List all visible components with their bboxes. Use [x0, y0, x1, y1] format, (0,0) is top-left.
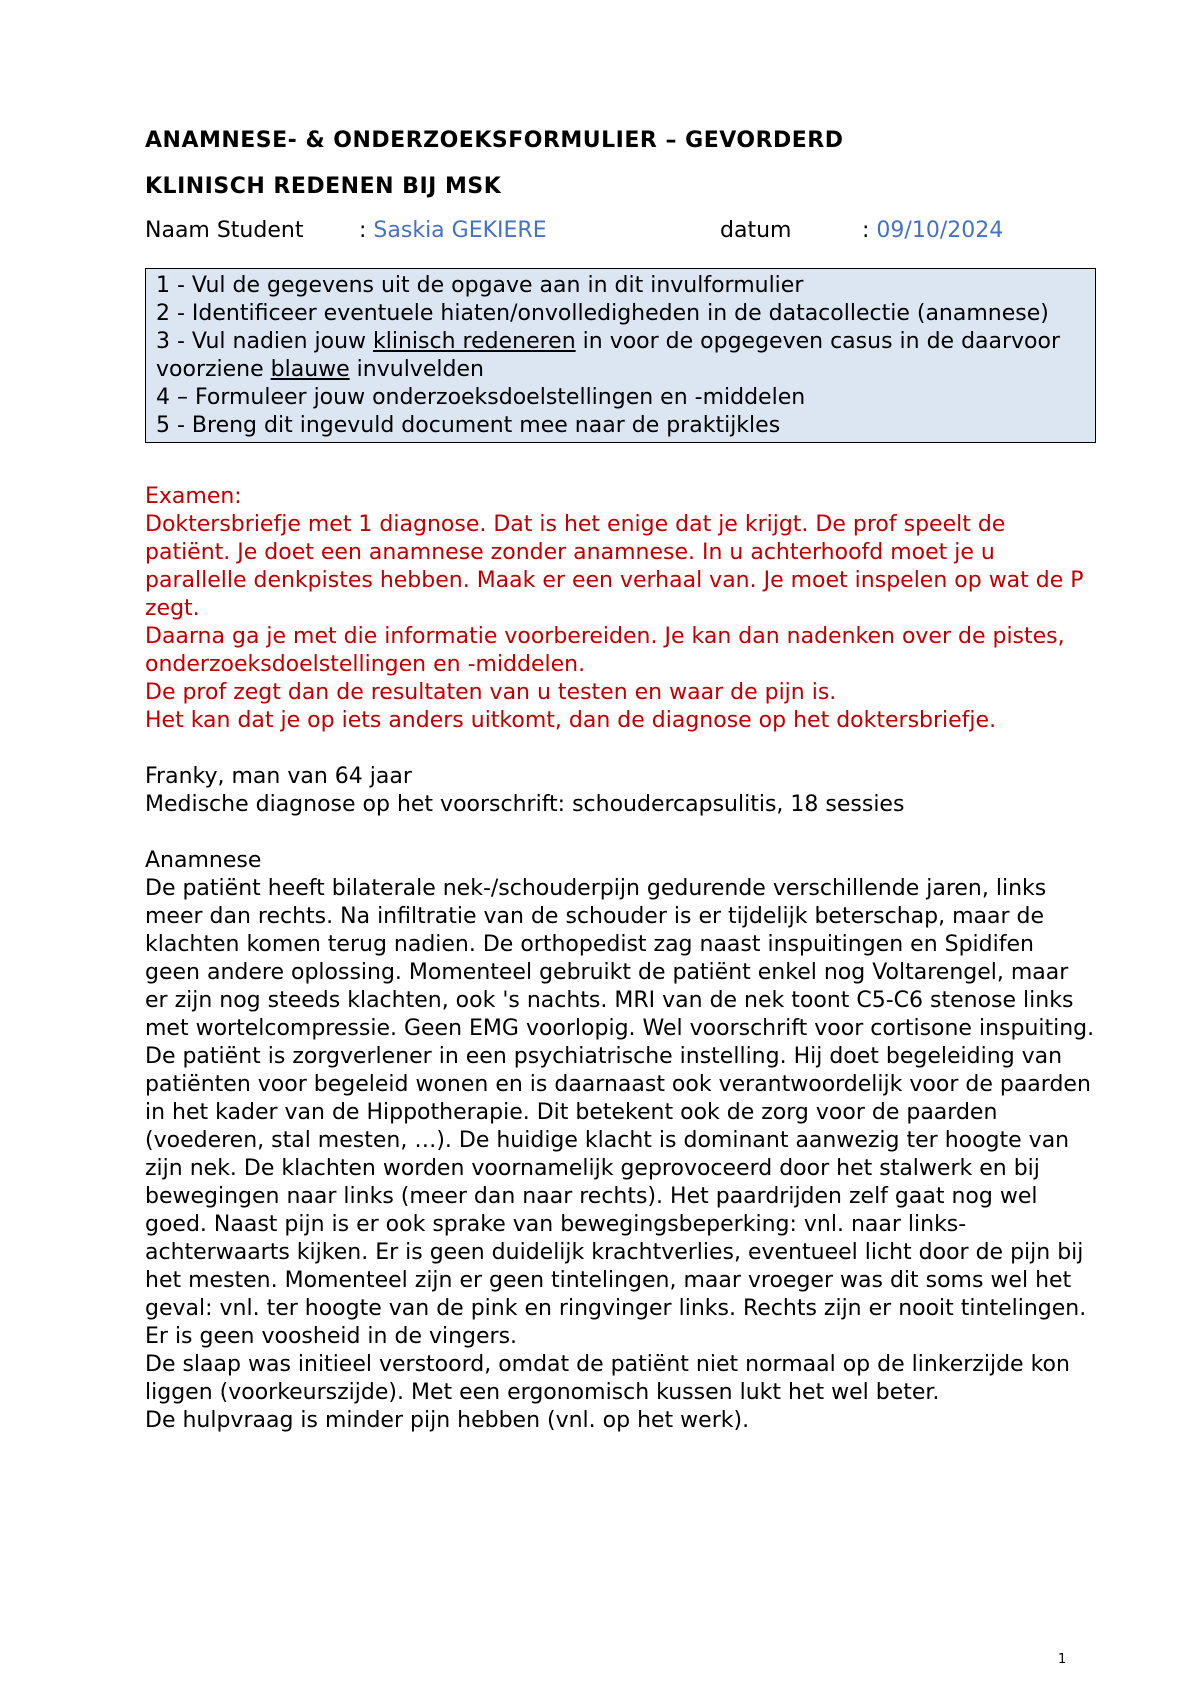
exam-paragraph: Het kan dat je op iets anders uitkomt, dan de diagnose op het doktersbriefje.	[145, 708, 997, 733]
document-page	[145, 128, 1095, 1435]
exam-paragraph: De prof zegt dan de resultaten van u testen en waar de pijn is.	[145, 680, 837, 705]
student-label: Naam Student	[145, 218, 304, 243]
instruction-item-3-pre: 3 - Vul nadien jouw	[156, 329, 374, 354]
anamnese-paragraph: De patiënt heeft bilaterale nek-/schouderpijn gedurende verschillende jaren, links meer dan rechts. Na infiltratie van de schouder is er tijdelijk beterschap, maar de klachten komen terug nadien. De orthopedist zag naast inspuitingen en Spidifen geen andere oplossing. Momenteel gebruikt de patiënt enkel nog Voltarengel, maar er zijn nog steeds klachten, ook 's nachts. MRI van de nek toont C5-C6 stenose links met wortelcompressie. Geen EMG voorlopig. Wel voorschrift voor cortisone inspuiting. De patiënt is zorgverlener in een psychiatrische instelling. Hij doet begeleiding van patiënten voor begeleid wonen en is daarnaast ook verantwoordelijk voor de paarden in het kader van de Hippotherapie. Dit betekent ook de zorg voor de paarden (voederen, stal mesten, …). De huidige klacht is dominant aanwezig ter hoogte van zijn nek. De klachten worden voornamelijk geprovoceerd door het stalwerk en bij bewegingen naar links (meer dan naar rechts). Het paardrijden zelf gaat nog wel goed. Naast pijn is er ook sprake van bewegingsbeperking: vnl. naar links-achterwaarts kijken. Er is geen duidelijk krachtverlies, eventueel licht door de pijn bij het mesten. Momenteel zijn er geen tintelingen, maar vroeger was dit soms wel het geval: vnl. ter hoogte van de pink en ringvinger links. Rechts zijn er nooit tintelingen. Er is geen voosheid in de vingers.	[145, 876, 1095, 1349]
document-title: ANAMNESE- & ONDERZOEKSFORMULIER – GEVORDERD	[145, 128, 844, 153]
medical-diagnosis: Medische diagnose op het voorschrift: schoudercapsulitis, 18 sessies	[145, 792, 905, 817]
anamnese-section	[145, 847, 1095, 1435]
instruction-item-2: 2 - Identificeer eventuele hiaten/onvolledigheden in de datacollectie (anamnese)	[156, 301, 1049, 326]
page-number: 1	[1058, 1652, 1067, 1667]
instruction-item-3-post: invulvelden	[349, 357, 484, 382]
instruction-item-5: 5 - Breng dit ingevuld document mee naar de praktijkles	[156, 413, 781, 438]
exam-paragraph: Daarna ga je met die informatie voorbereiden. Je kan dan nadenken over de pistes, onderzoeksdoelstellingen en -middelen.	[145, 624, 1065, 677]
exam-paragraph: Doktersbriefje met 1 diagnose. Dat is het enige dat je krijgt. De prof speelt de patiënt. Je doet een anamnese zonder anamnese. In u achterhoofd moet je u parallelle denkpistes hebben. Maak er een verhaal van. Je moet inspelen op wat de P zegt.	[145, 512, 1084, 621]
exam-notes	[145, 483, 1095, 735]
student-colon: :	[359, 218, 367, 243]
date-field	[862, 216, 1003, 246]
date-value: 09/10/2024	[876, 218, 1004, 243]
patient-description: Franky, man van 64 jaar	[145, 764, 412, 789]
instruction-item-4: 4 – Formuleer jouw onderzoeksdoelstellingen en -middelen	[156, 385, 806, 410]
student-name-value: Saskia GEKIERE	[373, 218, 547, 243]
anamnese-paragraph: De slaap was initieel verstoord, omdat de patiënt niet normaal op de linkerzijde kon liggen (voorkeurszijde). Met een ergonomisch kussen lukt het wel beter.	[145, 1352, 1070, 1405]
date-label: datum	[720, 218, 792, 243]
instructions-box	[145, 268, 1096, 443]
instruction-item-1: 1 - Vul de gegevens uit de opgave aan in dit invulformulier	[156, 273, 804, 298]
document-subtitle: KLINISCH REDENEN BIJ MSK	[145, 174, 502, 199]
anamnese-paragraph: De hulpvraag is minder pijn hebben (vnl. op het werk).	[145, 1408, 750, 1433]
instruction-item-3-underline-2: blauwe	[270, 357, 350, 382]
student-field	[359, 216, 547, 246]
case-info	[145, 763, 1095, 819]
instruction-item-3-mid: in voor de opgegeven casus in de daarvoor voorziene	[156, 329, 1061, 382]
instruction-item-3-underline-1: klinisch redeneren	[373, 329, 576, 354]
date-colon: :	[862, 218, 870, 243]
exam-heading: Examen:	[145, 484, 242, 509]
anamnese-heading: Anamnese	[145, 848, 262, 873]
instruction-item-3	[156, 328, 1085, 384]
student-info-row	[145, 216, 1095, 246]
